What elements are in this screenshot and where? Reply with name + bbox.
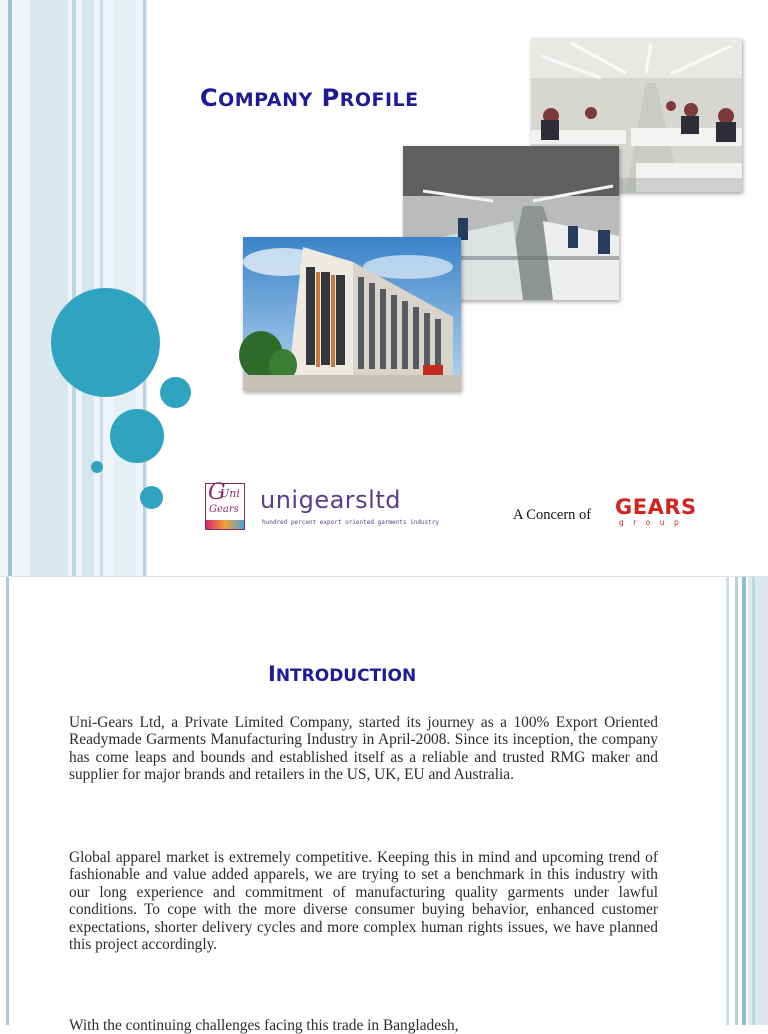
page-title: COMPANY PROFILE [200, 84, 419, 112]
intro-paragraph: Global apparel market is extremely competitive. Keeping this in mind and upcoming trend of fashionable and value added apparels, we are trying to set a benchmark in this industry with our long experience and commitment of manufacturing quality garments under lawful conditions. To cope with the more diverse consumer buying behavior, enhanced customer expectations, shorter delivery cycles and more complex human rights issues, we have planned this project accordingly. [69, 849, 658, 954]
intro-paragraph: With the continuing challenges facing this trade in Bangladesh, [69, 1017, 459, 1034]
decorative-stripe [8, 0, 12, 576]
slide-introduction [0, 576, 768, 1034]
decorative-circle-large [51, 288, 160, 397]
decorative-stripe [6, 577, 9, 1025]
gears-group-logo: GEARS [615, 495, 697, 519]
decorative-stripe [735, 577, 738, 1025]
intro-paragraph: Uni-Gears Ltd, a Private Limited Company, started its journey as a 100% Export Oriented Readymade Garments Manufacturing Industry in April-2008. Since its inception, the company has come leaps and bounds and established itself as a reliable and trusted RMG maker and supplier for major brands and retailers in the US, UK, EU and Australia. [69, 714, 658, 784]
concern-of-text: A Concern of [513, 507, 592, 523]
decorative-stripe [72, 0, 76, 576]
decorative-circle [140, 486, 163, 509]
decorative-stripe [742, 577, 746, 1025]
decorative-circle [91, 461, 103, 473]
decorative-stripe [748, 577, 768, 1025]
decorative-stripe [726, 577, 729, 1025]
logo-mark-line2: Gears [209, 504, 239, 515]
decorative-stripe [752, 577, 755, 1025]
section-title: INTRODUCTION [268, 662, 417, 686]
logo-mark-G: G [208, 480, 226, 505]
logo-mark-stripe [206, 520, 244, 529]
gears-group-subtext: group [619, 518, 689, 527]
unigears-tagline: hundred percent export oriented garments industry [262, 519, 440, 526]
unigears-logo-mark [205, 480, 245, 530]
factory-building-photo [243, 237, 461, 391]
logo-mark-line1: Uni [220, 487, 240, 500]
decorative-stripe [30, 0, 68, 576]
decorative-circle [110, 409, 164, 463]
decorative-stripe [114, 0, 136, 576]
decorative-circle [160, 377, 191, 408]
decorative-stripe [82, 0, 94, 576]
unigears-logo-text: unigearsltd [260, 486, 401, 514]
